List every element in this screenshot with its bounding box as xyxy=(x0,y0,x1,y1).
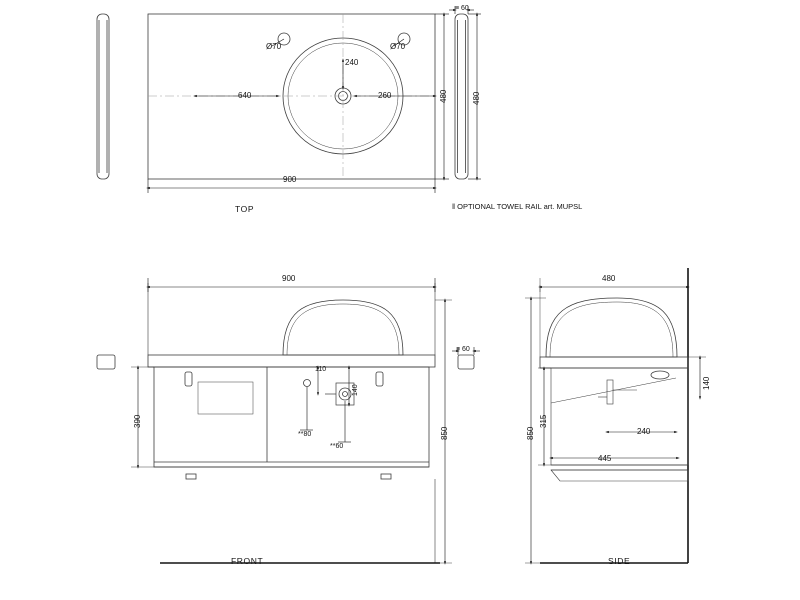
top-dim-640: 640 xyxy=(238,91,252,100)
top-dim-depth: 480 xyxy=(439,89,448,103)
side-view-dimensions xyxy=(525,278,706,563)
front-view-geometry xyxy=(97,283,474,563)
top-dim-260: 260 xyxy=(378,91,392,100)
front-dim-width: 900 xyxy=(282,274,296,283)
rail-dim-height: 480 xyxy=(472,91,481,105)
top-view-geometry xyxy=(97,14,468,179)
towel-rail-note: ‖ OPTIONAL TOWEL RAIL art. MUPSL xyxy=(452,202,583,211)
side-dim-cabinet-depth: 445 xyxy=(598,454,612,463)
front-dim-tap-depth: 140 xyxy=(352,384,359,396)
side-dim-shelf-depth: 240 xyxy=(637,427,651,436)
front-dim-hole-a: **80 xyxy=(298,431,312,438)
top-view-dimensions xyxy=(148,6,481,193)
side-dim-total-height: 850 xyxy=(526,426,535,440)
side-view-geometry xyxy=(540,268,688,563)
front-dim-top-thickness: ≡ 60 xyxy=(456,346,470,353)
front-dim-total-height: 850 xyxy=(440,426,449,440)
front-view-dimensions xyxy=(131,278,480,563)
side-view-label: SIDE xyxy=(608,556,631,566)
rail-dim-thickness: ≡ 60 xyxy=(455,5,469,12)
front-dim-cabinet-height: 390 xyxy=(133,414,142,428)
top-hole-left-dia: Ø70 xyxy=(266,42,282,51)
front-view-label: FRONT xyxy=(231,556,264,566)
top-view-label: TOP xyxy=(235,204,255,214)
top-dim-width: 900 xyxy=(283,175,297,184)
front-dim-hole-b: **60 xyxy=(330,443,344,450)
side-dim-cabinet-height: 315 xyxy=(539,414,548,428)
top-hole-right-dia: Ø70 xyxy=(390,42,406,51)
top-dim-240: 240 xyxy=(345,58,359,67)
side-dim-depth: 480 xyxy=(602,274,616,283)
side-dim-basin-height: 140 xyxy=(702,376,711,390)
front-dim-tap-height: 110 xyxy=(315,366,327,373)
